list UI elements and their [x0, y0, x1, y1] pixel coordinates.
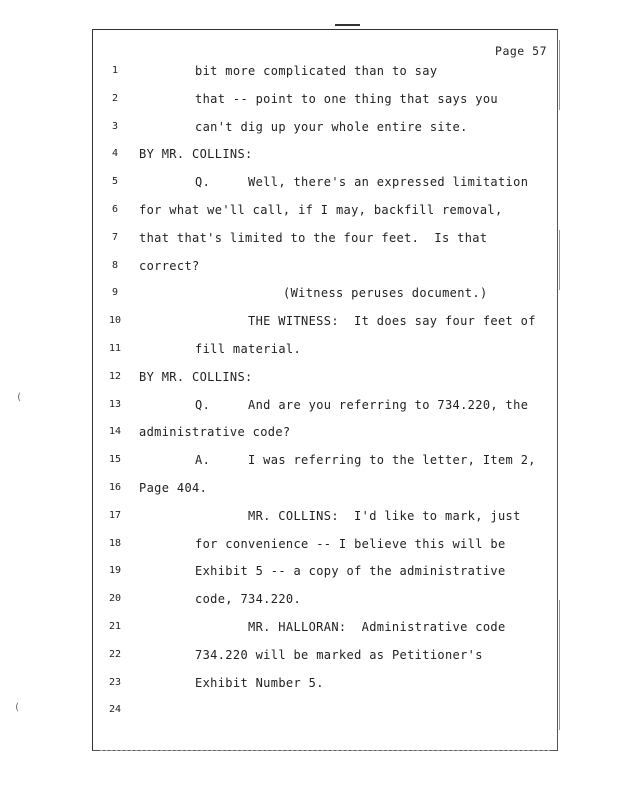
line-number: 22 — [108, 648, 122, 660]
line-number: 21 — [108, 621, 122, 632]
line-number: 16 — [108, 482, 122, 493]
line-number: 5 — [111, 176, 119, 188]
line-number: 13 — [108, 398, 122, 410]
transcript-line — [93, 118, 557, 138]
transcript-page — [92, 29, 558, 751]
line-number: 11 — [108, 343, 122, 354]
scan-edge-mark — [335, 24, 360, 26]
transcript-line — [93, 201, 557, 221]
line-text: A. I was referring to the letter, Item 2, — [195, 453, 536, 468]
line-number: 7 — [111, 231, 119, 243]
transcript-line — [93, 90, 557, 110]
line-text: bit more complicated than to say — [195, 64, 438, 78]
line-text: Q. And are you referring to 734.220, the — [195, 397, 529, 412]
line-text: can't dig up your whole entire site. — [195, 119, 468, 134]
transcript-line — [93, 590, 557, 610]
line-text: Exhibit 5 -- a copy of the administrative — [195, 564, 506, 579]
line-number: 6 — [111, 204, 119, 215]
transcript-line — [93, 284, 557, 304]
line-text: Q. Well, there's an expressed limitation — [195, 175, 529, 190]
scan-edge-noise — [559, 40, 560, 110]
line-text: that that's limited to the four feet. Is that — [139, 230, 488, 245]
transcript-line — [93, 423, 557, 443]
line-text: Page 404. — [139, 481, 208, 495]
scan-edge-noise — [559, 600, 560, 730]
line-text: that -- point to one thing that says you — [195, 91, 498, 106]
transcript-line — [93, 701, 557, 721]
transcript-line — [93, 479, 557, 499]
line-text: Exhibit Number 5. — [195, 675, 324, 690]
scan-speck: ( — [16, 392, 23, 403]
line-number: 17 — [108, 509, 122, 521]
transcript-line — [93, 340, 557, 360]
line-number: 2 — [111, 92, 119, 104]
transcript-line — [93, 396, 557, 416]
transcript-line — [93, 562, 557, 582]
scan-edge-noise — [559, 230, 560, 290]
transcript-line — [93, 674, 557, 694]
line-number: 15 — [108, 454, 122, 466]
line-number: 12 — [108, 370, 122, 382]
line-number: 9 — [111, 287, 119, 299]
line-number: 18 — [108, 537, 122, 549]
line-number: 8 — [111, 259, 119, 271]
line-text: for convenience -- I believe this will be — [195, 536, 506, 551]
scan-bottom-noise — [100, 750, 550, 752]
line-text: fill material. — [195, 342, 302, 356]
line-text: BY MR. COLLINS: — [139, 369, 253, 384]
transcript-line — [93, 451, 557, 471]
line-text: for what we'll call, if I may, backfill removal, — [139, 203, 503, 217]
transcript-line — [93, 62, 557, 82]
line-text: THE WITNESS: It does say four feet of — [248, 314, 536, 329]
line-text: correct? — [139, 258, 200, 273]
line-number: 14 — [108, 426, 122, 438]
line-number: 4 — [111, 148, 119, 160]
line-number: 20 — [108, 593, 122, 605]
line-number: 24 — [108, 704, 122, 716]
line-text: MR. COLLINS: I'd like to mark, just — [248, 508, 521, 523]
transcript-line — [93, 257, 557, 277]
line-number: 19 — [108, 565, 122, 577]
line-text: code, 734.220. — [195, 592, 302, 607]
line-text: MR. HALLORAN: Administrative code — [248, 620, 506, 634]
transcript-line — [93, 618, 557, 638]
line-number: 10 — [108, 315, 122, 327]
transcript-line — [93, 646, 557, 666]
line-number: 23 — [108, 676, 122, 688]
line-text: administrative code? — [139, 425, 291, 440]
transcript-line — [93, 145, 557, 165]
transcript-line — [93, 173, 557, 193]
line-text: 734.220 will be marked as Petitioner's — [195, 647, 483, 662]
transcript-line — [93, 312, 557, 332]
page-number: Page 57 — [495, 44, 547, 58]
line-number: 3 — [111, 120, 119, 132]
scan-speck: ( — [14, 702, 21, 713]
line-number: 1 — [111, 65, 119, 76]
transcript-line — [93, 229, 557, 249]
transcript-line — [93, 507, 557, 527]
transcript-line — [93, 368, 557, 388]
transcript-line — [93, 535, 557, 555]
line-text: (Witness peruses document.) — [283, 286, 488, 301]
line-text: BY MR. COLLINS: — [139, 147, 253, 162]
